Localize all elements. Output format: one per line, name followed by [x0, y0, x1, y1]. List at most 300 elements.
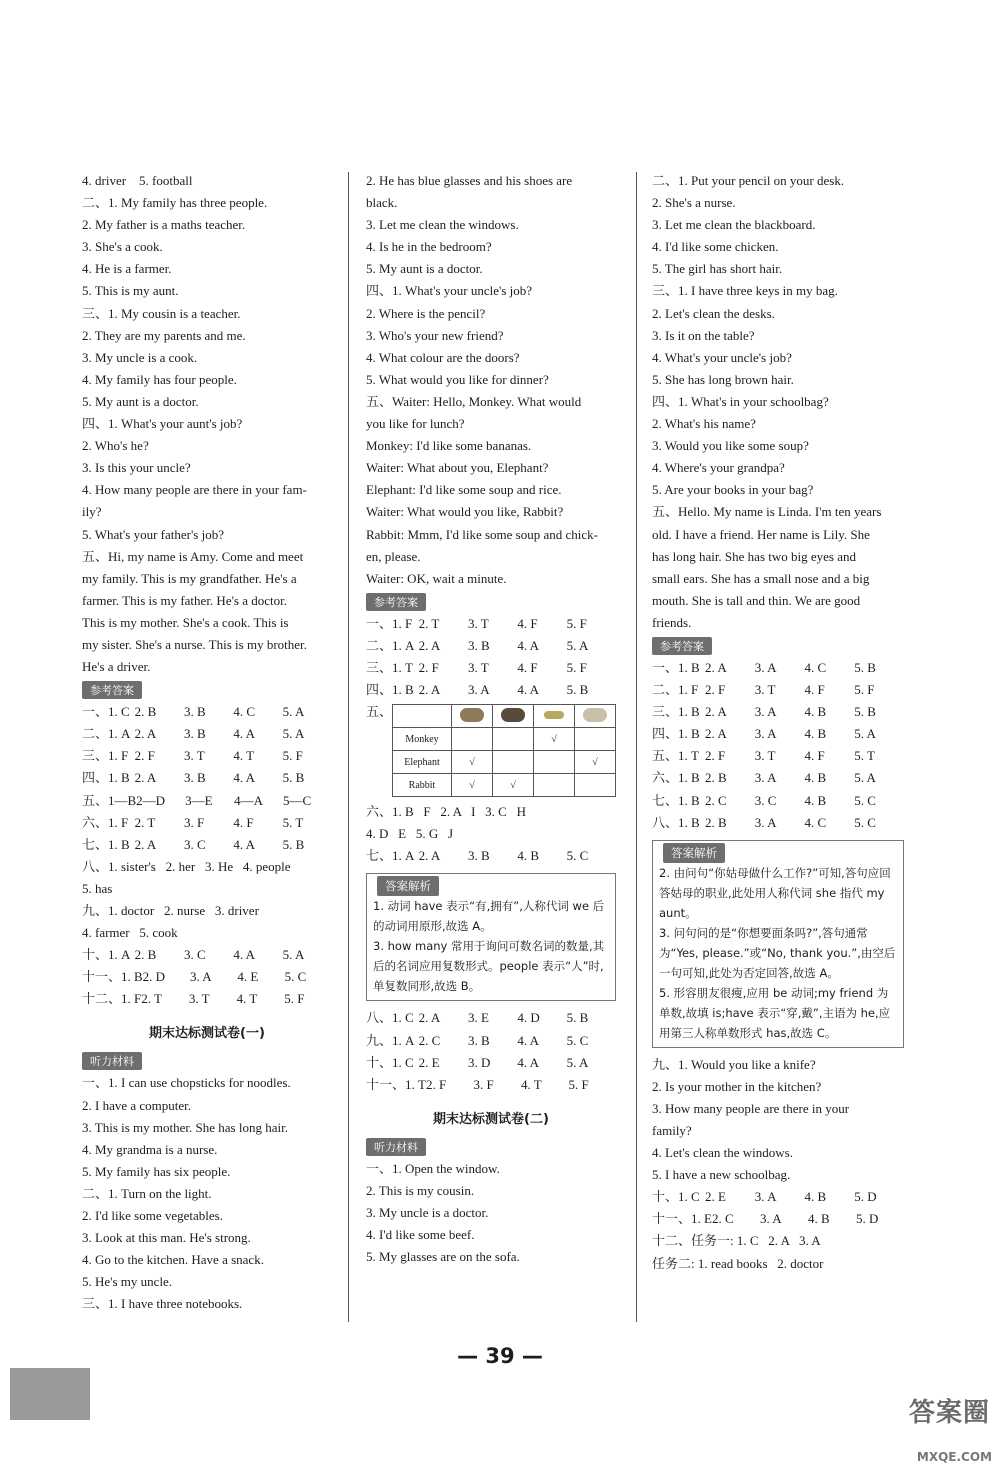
- text-line: 5. My aunt is a doctor.: [82, 393, 199, 409]
- answer-cell: 4. A: [233, 726, 255, 742]
- answer-cell: 3. A: [754, 704, 777, 720]
- answer-cell: 3. T: [183, 748, 205, 764]
- answer-cell: 2. F: [425, 1076, 447, 1092]
- column-1: [82, 170, 332, 1316]
- answer-row: [652, 1186, 904, 1208]
- text-line: family?: [652, 1123, 692, 1138]
- table-mark: [492, 728, 533, 751]
- answer-label: 参考答案: [366, 593, 426, 611]
- answer-cell: 4. A: [233, 770, 255, 786]
- text-line: my family. This is my grandfather. He's a: [82, 570, 297, 586]
- analysis-item: 2. 由问句“你姑母做什么工作?”可知,答句应回答姑母的职业,此处用人称代词 she 指代 my aunt。: [659, 865, 891, 920]
- food-icon-meat: [492, 705, 533, 728]
- answer-cell: 2. F: [134, 748, 155, 764]
- answer-row: [82, 701, 332, 723]
- col2-mid: [366, 801, 616, 845]
- answer-cell: 3. B: [183, 770, 206, 786]
- text-line: 2. Where is the pencil?: [366, 305, 486, 321]
- answer-cell: 4. E: [237, 969, 259, 985]
- answer-cell: 3. A: [759, 1211, 782, 1227]
- text-line: 5. My glasses are on the sofa.: [366, 1249, 520, 1265]
- text-line: 三、1. I have three keys in my bag.: [652, 283, 838, 299]
- answer-cell: 2. T: [134, 814, 156, 830]
- answer-row: [366, 845, 616, 867]
- column-3: [652, 170, 904, 1275]
- answer-cell: 3. B: [183, 704, 206, 720]
- text-line: 5. has: [82, 880, 113, 896]
- answer-cell: 3. F: [473, 1076, 494, 1092]
- answer-cell: 5. F: [854, 682, 875, 698]
- text-line: friends.: [652, 614, 692, 630]
- answer-cell: 2. F: [705, 748, 726, 764]
- text-line: 一、1. Open the window.: [366, 1160, 500, 1176]
- answer-label: 参考答案: [652, 637, 712, 655]
- answer-cell: 2. B: [134, 704, 157, 720]
- table-prefix: 五、: [366, 704, 393, 720]
- analysis-text-3: [659, 863, 897, 1043]
- text-line: 5. What would you like for dinner?: [366, 371, 549, 387]
- answer-cell: 七、1. B: [652, 792, 700, 808]
- answer-cell: 2. C: [705, 792, 727, 808]
- answer-cell: 2. A: [134, 726, 157, 742]
- table-mark: √: [492, 774, 533, 797]
- text-line: 九、1. doctor 2. nurse 3. driver: [82, 903, 259, 918]
- text-line: 任务二: 1. read books 2. doctor: [652, 1255, 824, 1271]
- answer-cell: 3. T: [754, 748, 776, 764]
- answer-cell: 4. F: [517, 659, 538, 675]
- answer-cell: 2. A: [418, 848, 441, 864]
- table-mark: [452, 728, 493, 751]
- answer-row: [82, 745, 332, 767]
- answer-cell: 四、1. B: [82, 770, 130, 786]
- table-mark: √: [574, 751, 615, 774]
- answer-cell: 3. T: [467, 615, 489, 631]
- text-line: 2. They are my parents and me.: [82, 327, 246, 343]
- text-line: 3. How many people are there in your: [652, 1100, 850, 1116]
- text-line: 一、1. I can use chopsticks for noodles.: [82, 1075, 291, 1091]
- answer-cell: 九、1. A: [366, 1032, 415, 1048]
- answer-cell: 四、1. B: [652, 726, 700, 742]
- answer-cell: 2. F: [705, 682, 726, 698]
- answer-row: [652, 812, 904, 834]
- text-line: 三、1. I have three notebooks.: [82, 1296, 243, 1312]
- text-line: Waiter: What about you, Elephant?: [366, 460, 549, 476]
- text-line: 5. This is my aunt.: [82, 283, 179, 299]
- answer-cell: 二、1. A: [82, 726, 131, 742]
- answer-cell: 六、1. F: [82, 814, 129, 830]
- answer-cell: 5. B: [282, 770, 305, 786]
- text-line: 5. What's your father's job?: [82, 526, 224, 542]
- answer-cell: 5. C: [566, 848, 589, 864]
- col3-top: [652, 170, 904, 634]
- answer-cell: 3. A: [190, 969, 212, 985]
- answer-cell: 5. T: [854, 748, 875, 764]
- table-row-name: Monkey: [393, 728, 452, 751]
- answer-row: [652, 1208, 904, 1230]
- answer-cell: 2. E: [705, 1189, 726, 1205]
- listen-label: 听力材料: [82, 1052, 142, 1070]
- text-line: 2. My father is a maths teacher.: [82, 217, 246, 233]
- answer-cell: 十、1. C: [366, 1054, 414, 1070]
- food-table-block: [366, 701, 616, 801]
- answer-cell: 十、1. C: [652, 1189, 700, 1205]
- answer-cell: 2. T: [418, 615, 440, 631]
- text-line: 3. Let me clean the blackboard.: [652, 217, 816, 233]
- text-line: 4. I'd like some beef.: [366, 1227, 475, 1243]
- answer-cell: 2. A: [705, 659, 727, 675]
- text-line: 五、Waiter: Hello, Monkey. What would: [366, 393, 582, 409]
- answer-cell: 3. T: [467, 659, 489, 675]
- column-2: [366, 170, 616, 1268]
- answer-cell: 5. A: [854, 770, 876, 786]
- text-line: 3. Is this your uncle?: [82, 460, 191, 476]
- text-line: 2. I'd like some vegetables.: [82, 1208, 223, 1224]
- answer-cell: 5. A: [566, 1054, 589, 1070]
- answer-cell: 5. F: [282, 748, 303, 764]
- text-line: 3. Look at this man. He's strong.: [82, 1230, 251, 1246]
- answer-cell: 十一、1. T: [366, 1076, 426, 1092]
- answer-cell: 3. A: [467, 682, 490, 698]
- food-table: [392, 704, 616, 797]
- answer-cell: 四、1. B: [366, 682, 414, 698]
- answer-cell: 2. A: [418, 1010, 441, 1026]
- col1-answers: [82, 701, 332, 856]
- answer-cell: 5. B: [854, 659, 876, 675]
- text-line: 2. What's his name?: [652, 416, 756, 432]
- answer-cell: 2. C: [711, 1211, 734, 1227]
- answer-cell: 4. A: [233, 947, 255, 963]
- answer-cell: 二、1. F: [652, 682, 699, 698]
- text-line: 4. D E 5. G J: [366, 826, 454, 842]
- text-line: 4. My family has four people.: [82, 371, 237, 387]
- answer-cell: 5. B: [854, 704, 876, 720]
- table-mark: √: [533, 728, 574, 751]
- text-line: has long hair. She has two big eyes and: [652, 548, 856, 564]
- answer-cell: 3. B: [183, 726, 206, 742]
- answer-cell: 4. F: [517, 615, 538, 631]
- answer-cell: 5. C: [854, 792, 876, 808]
- answer-cell: 5. C: [854, 814, 876, 830]
- answer-cell: 2. T: [141, 991, 162, 1007]
- col2-answers2: [366, 845, 616, 867]
- answer-cell: 3. F: [183, 814, 205, 830]
- table-mark: [492, 751, 533, 774]
- text-line: 5. The girl has short hair.: [652, 261, 783, 277]
- answer-cell: 5. F: [566, 659, 587, 675]
- answer-cell: 4. T: [236, 991, 258, 1007]
- text-line: 十二、任务一: 1. C 2. A 3. A: [652, 1233, 821, 1249]
- answer-cell: 3. T: [188, 991, 210, 1007]
- answer-row: [366, 613, 616, 635]
- answer-cell: 十一、1. B: [82, 969, 143, 985]
- table-mark: [574, 774, 615, 797]
- answer-row: [652, 657, 904, 679]
- answer-row: [82, 767, 332, 789]
- answer-cell: 4. T: [520, 1076, 542, 1092]
- analysis-item: 3. how many 常用于询问可数名词的数量,其后的名词应用复数形式。people 表示“人”时,单复数同形,故选 B。: [373, 939, 605, 994]
- text-line: 3. Let me clean the windows.: [366, 217, 519, 233]
- answer-row: [82, 966, 332, 988]
- answer-row: [652, 679, 904, 701]
- text-line: 5. I have a new schoolbag.: [652, 1167, 791, 1183]
- answer-cell: 4. C: [233, 704, 255, 720]
- table-mark: [574, 728, 615, 751]
- text-line: 3. My uncle is a doctor.: [366, 1205, 489, 1220]
- watermark-logo: 答案圈: [908, 1398, 990, 1428]
- text-line: you like for lunch?: [366, 416, 465, 432]
- analysis-item: 5. 形容朋友很瘦,应用 be 动词;my friend 为单数,故填 is;have 表示“穿,戴”,主语为 he,应用第三人称单数形式 has,故选 C。: [659, 985, 891, 1040]
- text-line: 5. He's my uncle.: [82, 1274, 173, 1290]
- answer-cell: 5. B: [282, 836, 305, 852]
- analysis-text: [373, 896, 609, 996]
- answer-cell: 一、1. C: [82, 704, 130, 720]
- answer-cell: 3. C: [183, 947, 206, 963]
- answer-cell: 5. F: [568, 1076, 589, 1092]
- text-line: 2. He has blue glasses and his shoes are: [366, 173, 573, 188]
- analysis-item: 3. 问句问的是“你想要面条吗?”,答句通常为“Yes, please.”或“No, thank you.”,由空后一句可知,此处为否定回答,故选 A。: [659, 925, 896, 980]
- text-line: mouth. She is tall and thin. We are good: [652, 592, 861, 608]
- answer-cell: 4. A: [517, 682, 539, 698]
- answer-cell: 4. A: [233, 836, 255, 852]
- answer-row: [652, 723, 904, 745]
- text-line: 二、1. My family has three people.: [82, 195, 268, 211]
- food-icon-banana: [533, 705, 574, 728]
- text-line: 3. My uncle is a cook.: [82, 349, 198, 365]
- answer-row: [366, 1030, 616, 1052]
- analysis-label: 答案解析: [377, 876, 439, 896]
- answer-cell: 4. B: [804, 1189, 827, 1205]
- answer-cell: 4. F: [804, 748, 825, 764]
- text-line: 九、1. Would you like a knife?: [652, 1056, 816, 1072]
- col2-top: [366, 170, 616, 590]
- answer-row: [652, 767, 904, 789]
- answer-cell: 4. C: [804, 659, 827, 675]
- col3-answers: [652, 657, 904, 834]
- table-corner: [393, 705, 452, 728]
- answer-cell: 三、1. F: [82, 748, 129, 764]
- answer-cell: 4. B: [804, 770, 827, 786]
- answer-cell: 3. A: [754, 726, 777, 742]
- analysis-item: 1. 动词 have 表示“有,拥有”,人称代词 we 后的动词用原形,故选 A。: [373, 899, 605, 934]
- answer-cell: 2. B: [705, 770, 727, 786]
- text-line: 4. He is a farmer.: [82, 261, 172, 277]
- answer-cell: 七、1. A: [366, 848, 415, 864]
- text-line: my sister. She's a nurse. This is my brother.: [82, 636, 307, 652]
- text-line: 2. I have a computer.: [82, 1097, 192, 1113]
- answer-cell: 八、1. C: [366, 1010, 414, 1026]
- text-line: This is my mother. She's a cook. This is: [82, 614, 289, 630]
- text-line: Rabbit: Mmm, I'd like some soup and chick-: [366, 526, 598, 542]
- table-mark: √: [452, 774, 493, 797]
- answer-cell: 二、1. A: [366, 637, 415, 653]
- answer-row: [82, 812, 332, 834]
- answer-row: [366, 635, 616, 657]
- text-line: 4. What colour are the doors?: [366, 349, 520, 365]
- answer-cell: 2—D: [136, 792, 166, 808]
- table-row-name: Elephant: [393, 751, 452, 774]
- col2-answers3: [366, 1007, 616, 1095]
- answer-cell: 十一、1. E: [652, 1211, 712, 1227]
- answer-cell: 三、1. B: [652, 704, 700, 720]
- text-line: 4. How many people are there in your fam-: [82, 482, 307, 498]
- col3-answers2: [652, 1186, 904, 1230]
- col1-top: [82, 170, 332, 678]
- answer-row: [82, 790, 332, 812]
- answer-cell: 六、1. B: [652, 770, 700, 786]
- answer-cell: 4. B: [804, 704, 827, 720]
- text-line: 三、1. My cousin is a teacher.: [82, 305, 241, 321]
- answer-cell: 3. A: [754, 814, 777, 830]
- answer-cell: 4. F: [233, 814, 254, 830]
- text-line: 3. She's a cook.: [82, 239, 163, 255]
- answer-cell: 4. A: [517, 1054, 539, 1070]
- answer-cell: 5. A: [282, 726, 305, 742]
- answer-cell: 3. D: [467, 1054, 491, 1070]
- answer-cell: 5. F: [284, 991, 305, 1007]
- text-line: 五、Hello. My name is Linda. I'm ten years: [652, 504, 882, 520]
- answer-cell: 2. A: [418, 637, 441, 653]
- text-line: farmer. This is my father. He's a doctor.: [82, 592, 287, 608]
- answer-cell: 3. A: [754, 659, 777, 675]
- table-mark: [533, 751, 574, 774]
- text-line: He's a driver.: [82, 659, 151, 675]
- answer-cell: 五、1—B: [82, 792, 137, 808]
- text-line: 4. Where's your grandpa?: [652, 460, 785, 476]
- table-row-name: Rabbit: [393, 774, 452, 797]
- answer-cell: 一、1. F: [366, 615, 413, 631]
- answer-cell: 七、1. B: [82, 836, 130, 852]
- text-line: 六、1. B F 2. A I 3. C H: [366, 804, 526, 820]
- text-line: 2. Let's clean the desks.: [652, 305, 775, 321]
- text-line: 3. Would you like some soup?: [652, 438, 809, 454]
- answer-cell: 3. C: [183, 836, 206, 852]
- col1-answers2: [82, 944, 332, 1010]
- analysis-box-3: [652, 840, 904, 1048]
- text-line: 八、1. sister's 2. her 3. He 4. people: [82, 858, 291, 874]
- answer-cell: 4. F: [804, 682, 825, 698]
- text-line: Elephant: I'd like some soup and rice.: [366, 482, 562, 498]
- answer-row: [366, 657, 616, 679]
- col1-mid: [82, 856, 332, 944]
- answer-row: [82, 723, 332, 745]
- answer-cell: 5. A: [566, 637, 589, 653]
- answer-cell: 5. D: [854, 1189, 877, 1205]
- text-line: 4. Let's clean the windows.: [652, 1145, 793, 1161]
- text-line: 3. Who's your new friend?: [366, 327, 504, 343]
- text-line: 3. Is it on the table?: [652, 327, 755, 343]
- text-line: small ears. She has a small nose and a big: [652, 570, 870, 586]
- text-line: 2. She's a nurse.: [652, 195, 736, 211]
- text-line: black.: [366, 195, 398, 211]
- answer-cell: 2. A: [705, 704, 727, 720]
- answer-cell: 3. C: [754, 792, 777, 808]
- answer-row: [82, 944, 332, 966]
- analysis-label-3: 答案解析: [663, 843, 725, 863]
- answer-cell: 2. A: [134, 836, 157, 852]
- answer-cell: 4. D: [517, 1010, 540, 1026]
- answer-cell: 3. A: [754, 1189, 777, 1205]
- text-line: 4. What's your uncle's job?: [652, 349, 792, 365]
- text-line: 4. farmer 5. cook: [82, 925, 178, 941]
- answer-row: [652, 701, 904, 723]
- answer-cell: 4. C: [804, 814, 827, 830]
- text-line: 4. My grandma is a nurse.: [82, 1141, 218, 1157]
- answer-cell: 5. T: [282, 814, 304, 830]
- text-line: Waiter: OK, wait a minute.: [366, 570, 507, 586]
- answer-cell: 八、1. B: [652, 814, 700, 830]
- answer-label: 参考答案: [82, 681, 142, 699]
- text-line: 4. I'd like some chicken.: [652, 239, 779, 255]
- answer-cell: 5. B: [566, 1010, 589, 1026]
- answer-cell: 4. B: [804, 726, 827, 742]
- answer-cell: 5. C: [566, 1032, 589, 1048]
- text-line: 2. This is my cousin.: [366, 1182, 475, 1198]
- answer-cell: 2. B: [134, 947, 157, 963]
- answer-cell: 2. F: [418, 659, 439, 675]
- food-icon-rice: [574, 705, 615, 728]
- text-line: 5. Are your books in your bag?: [652, 482, 814, 498]
- answer-cell: 2. E: [418, 1054, 440, 1070]
- answer-cell: 3. E: [467, 1010, 489, 1026]
- answer-cell: 4. T: [233, 748, 255, 764]
- answer-cell: 3. T: [754, 682, 776, 698]
- answer-cell: 2. A: [418, 682, 441, 698]
- watermark-url: MXQE.COM: [916, 1450, 992, 1464]
- section-title: 期末达标测试卷(一): [149, 1026, 265, 1042]
- answer-cell: 5. F: [566, 615, 587, 631]
- answer-cell: 4. B: [517, 848, 539, 864]
- text-line: 五、Hi, my name is Amy. Come and meet: [82, 548, 304, 564]
- text-line: 5. My family has six people.: [82, 1163, 231, 1179]
- answer-cell: 5. A: [854, 726, 876, 742]
- answer-cell: 4. A: [517, 1032, 539, 1048]
- answer-cell: 2. B: [705, 814, 727, 830]
- answer-row: [652, 790, 904, 812]
- text-line: 4. Go to the kitchen. Have a snack.: [82, 1252, 264, 1268]
- corner-shade: [10, 1368, 90, 1420]
- text-line: 二、1. Put your pencil on your desk.: [652, 173, 845, 188]
- answer-cell: 2. D: [142, 969, 166, 985]
- answer-cell: 五、1. T: [652, 748, 699, 764]
- answer-cell: 5. A: [282, 947, 305, 963]
- answer-cell: 一、1. B: [652, 659, 700, 675]
- answer-row: [366, 1074, 616, 1096]
- answer-row: [366, 679, 616, 701]
- answer-cell: 4. A: [517, 637, 539, 653]
- answer-cell: 5. A: [282, 704, 305, 720]
- text-line: 5. My aunt is a doctor.: [366, 261, 483, 277]
- food-icon-noodles: [452, 705, 493, 728]
- section-title-2: 期末达标测试卷(二): [433, 1111, 549, 1127]
- text-line: 3. This is my mother. She has long hair.: [82, 1119, 288, 1135]
- col2-answers: [366, 613, 616, 701]
- col3-last: [652, 1230, 904, 1274]
- answer-cell: 3. B: [467, 848, 490, 864]
- answer-cell: 三、1. T: [366, 659, 413, 675]
- answer-cell: 3—E: [185, 792, 213, 808]
- text-line: 四、1. What's your uncle's job?: [366, 283, 533, 299]
- answer-cell: 3. B: [467, 637, 490, 653]
- text-line: 二、1. Turn on the light.: [82, 1185, 212, 1201]
- text-line: 四、1. What's your aunt's job?: [82, 416, 243, 432]
- answer-cell: 3. B: [467, 1032, 490, 1048]
- text-line: Waiter: What would you like, Rabbit?: [366, 504, 564, 520]
- text-line: 2. Who's he?: [82, 438, 149, 454]
- text-line: 四、1. What's in your schoolbag?: [652, 393, 829, 409]
- answer-row: [82, 988, 332, 1010]
- page-number: — 39 —: [457, 1344, 543, 1368]
- text-line: 2. Is your mother in the kitchen?: [652, 1078, 822, 1094]
